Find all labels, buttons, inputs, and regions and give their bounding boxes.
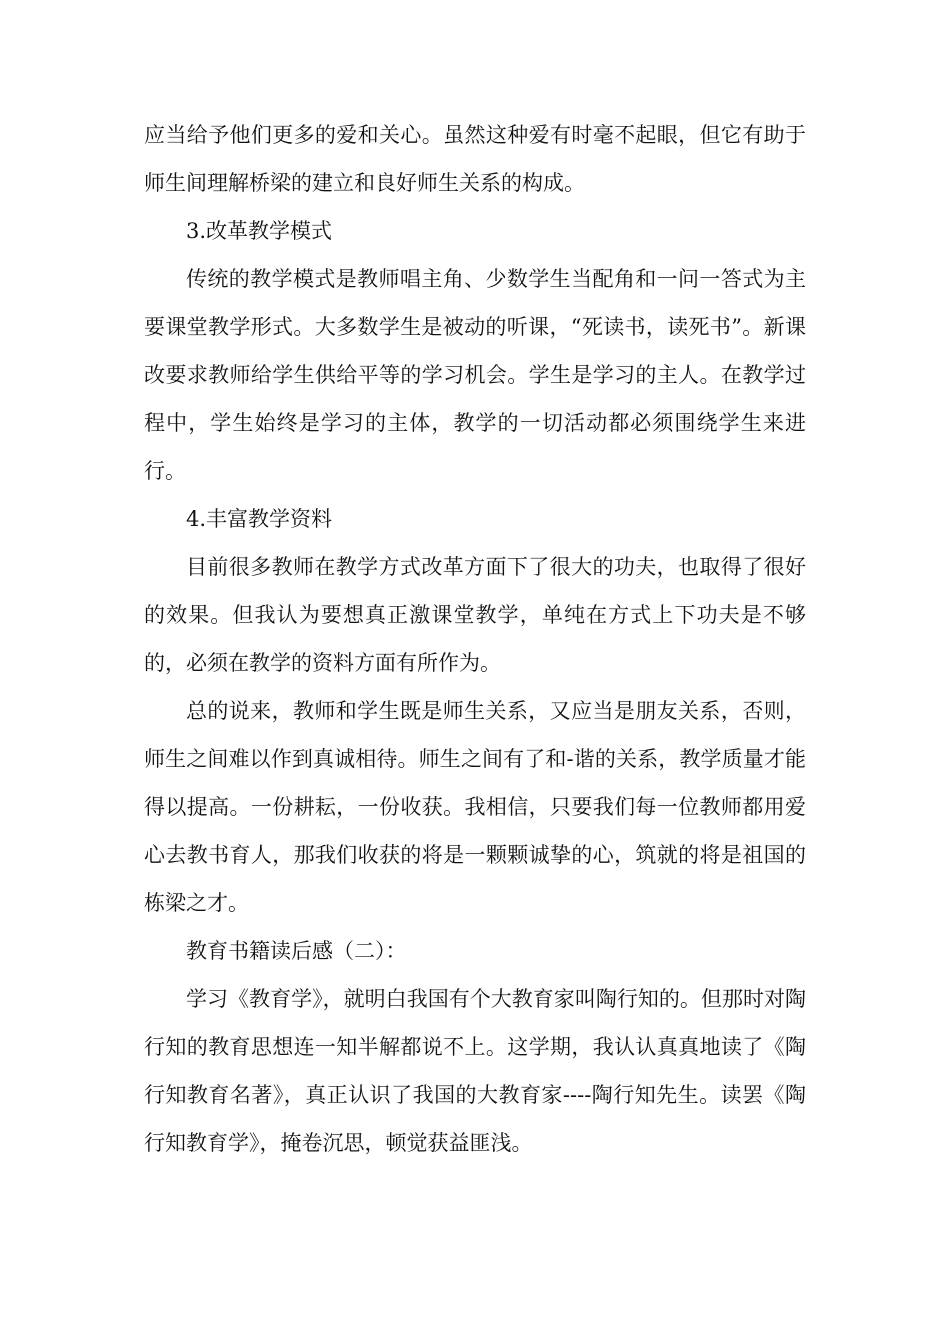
document-body — [144, 111, 806, 1167]
paragraph-summary: 总的说来，教师和学生既是师生关系，又应当是朋友关系，否则，师生之间难以作到真诚相待。师生之间有了和-谐的关系，教学质量才能得以提高。一份耕耘，一份收获。我相信，只要我们每一位教师都用爱心去教书育人，那我们收获的将是一颗颗诚挚的心，筑就的将是祖国的栋梁之才。 — [144, 699, 806, 915]
paragraph-continuation: 应当给予他们更多的爱和关心。虽然这种爱有时毫不起眼，但它有助于师生间理解桥梁的建立和良好师生关系的构成。 — [144, 123, 806, 195]
section-heading-3: 3.改革教学模式 — [186, 219, 333, 243]
paragraph-teaching-mode: 传统的教学模式是教师唱主角、少数学生当配角和一问一答式为主要课堂教学形式。大多数学生是被动的听课，“死读书，读死书”。新课改要求教师给学生供给平等的学习机会。学生是学习的主人。在教学过程中，学生始终是学习的主体，教学的一切活动都必须围绕学生来进行。 — [144, 267, 806, 483]
paragraph-teaching-materials: 目前很多教师在教学方式改革方面下了很大的功夫，也取得了很好的效果。但我认为要想真正激课堂教学，单纯在方式上下功夫是不够的，必须在教学的资料方面有所作为。 — [144, 555, 806, 675]
essay-title-2: 教育书籍读后感（二）： — [186, 939, 407, 963]
paragraph-tao-xingzhi: 学习《教育学》，就明白我国有个大教育家叫陶行知的。但那时对陶行知的教育思想连一知半解都说不上。这学期，我认认真真地读了《陶行知教育名著》，真正认识了我国的大教育家----陶行知先生。读罢《陶行知教育学》，掩卷沉思，顿觉获益匪浅。 — [144, 987, 806, 1155]
section-heading-4: 4.丰富教学资料 — [186, 507, 333, 531]
